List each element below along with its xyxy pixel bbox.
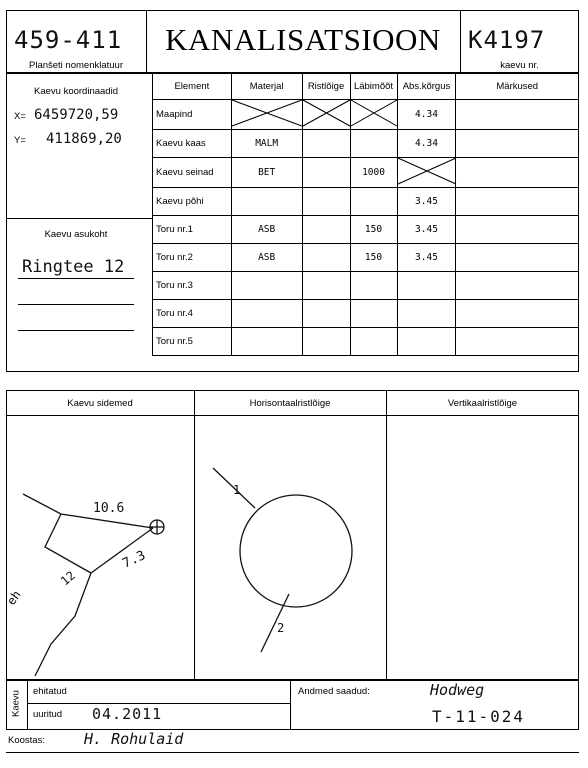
coords-label: Kaevu koordinaadid — [34, 86, 118, 97]
row-element: Toru nr.1 — [153, 216, 232, 244]
row-notes — [456, 100, 579, 130]
author-value: H. Rohulaid — [84, 730, 184, 748]
crossed-cell — [302, 100, 350, 130]
row-notes — [456, 244, 579, 272]
table-header-row — [153, 74, 579, 100]
col-header-crosssection: Ristlõige — [302, 74, 350, 100]
col-header-material: Materjal — [231, 74, 302, 100]
row-material — [231, 188, 302, 216]
row-material — [231, 328, 302, 356]
col-header-elevation: Abs.kõrgus — [397, 74, 456, 100]
x-value: 6459720,59 — [34, 107, 119, 123]
data-source-code: T-11-024 — [432, 707, 526, 726]
well-number-label: kaevu nr. — [500, 60, 539, 71]
nomenclature-value: 459-411 — [14, 26, 123, 54]
row-crosssection — [302, 244, 350, 272]
row-elevation — [397, 272, 456, 300]
vertical-section-label: Vertikaalristlõige — [447, 398, 518, 409]
row-element: Kaevu põhi — [153, 188, 232, 216]
built-label: ehitatud — [33, 686, 67, 697]
data-source-value: Hodweg — [430, 681, 485, 699]
row-notes — [456, 328, 579, 356]
sketch-divider — [386, 390, 387, 680]
table-row — [153, 158, 579, 188]
crossed-cell — [397, 158, 456, 188]
distance-label: 7.3 — [120, 548, 148, 572]
row-diameter: 1000 — [350, 158, 397, 188]
row-elevation: 3.45 — [397, 188, 456, 216]
col-header-notes: Märkused — [456, 74, 579, 100]
row-material: ASB — [231, 244, 302, 272]
row-element: Toru nr.4 — [153, 300, 232, 328]
row-element: Kaevu seinad — [153, 158, 232, 188]
section-divider — [6, 218, 152, 219]
links-sketch — [3, 416, 193, 679]
well-elements-table — [152, 73, 579, 356]
table-row — [153, 130, 579, 158]
row-crosssection — [302, 272, 350, 300]
crossed-cell — [350, 100, 397, 130]
row-crosssection — [302, 188, 350, 216]
row-notes — [456, 300, 579, 328]
table-row — [153, 188, 579, 216]
pipe-label: 2 — [277, 621, 285, 635]
row-diameter: 150 — [350, 244, 397, 272]
x-label: X= — [14, 111, 26, 122]
row-element: Toru nr.2 — [153, 244, 232, 272]
footer-divider — [290, 680, 291, 730]
row-notes — [456, 188, 579, 216]
side-label: Kaevu — [10, 690, 22, 717]
col-header-diameter: Läbimõõt — [350, 74, 397, 100]
row-diameter — [350, 300, 397, 328]
footer-divider — [27, 680, 28, 730]
row-diameter — [350, 328, 397, 356]
horizontal-section-label: Horisontaalristlõige — [249, 398, 331, 409]
footer-divider — [27, 703, 290, 704]
table-row — [153, 216, 579, 244]
table-row — [153, 328, 579, 356]
y-label: Y= — [14, 135, 26, 146]
row-element: Maapind — [153, 100, 232, 130]
row-crosssection — [302, 158, 350, 188]
location-value: Ringtee 12 — [22, 257, 125, 277]
row-crosssection — [302, 328, 350, 356]
row-elevation: 3.45 — [397, 244, 456, 272]
row-diameter — [350, 130, 397, 158]
row-material: BET — [231, 158, 302, 188]
table-row — [153, 300, 579, 328]
row-element: Toru nr.5 — [153, 328, 232, 356]
crossed-cell — [231, 100, 302, 130]
row-elevation — [397, 328, 456, 356]
row-diameter — [350, 272, 397, 300]
row-elevation: 3.45 — [397, 216, 456, 244]
location-label: Kaevu asukoht — [44, 229, 108, 240]
row-crosssection — [302, 300, 350, 328]
distance-label: 12 — [57, 568, 79, 589]
data-source-label: Andmed saadud: — [298, 686, 370, 697]
row-elevation: 4.34 — [397, 100, 456, 130]
row-material — [231, 272, 302, 300]
renovated-value: 04.2011 — [92, 705, 163, 723]
pipe-label: 1 — [233, 483, 241, 497]
row-notes — [456, 216, 579, 244]
row-material: ASB — [231, 216, 302, 244]
footer-bottom-line — [6, 752, 579, 753]
row-material: MALM — [231, 130, 302, 158]
col-header-element: Element — [153, 74, 232, 100]
table-row — [153, 100, 579, 130]
row-diameter: 150 — [350, 216, 397, 244]
form-title: KANALISATSIOON — [165, 22, 441, 57]
table-row — [153, 244, 579, 272]
row-element: Kaevu kaas — [153, 130, 232, 158]
y-value: 411869,20 — [46, 131, 122, 147]
renovated-label: uuritud — [33, 709, 63, 720]
row-crosssection — [302, 130, 350, 158]
row-notes — [456, 158, 579, 188]
distance-label: 10.6 — [93, 501, 125, 516]
row-element: Toru nr.3 — [153, 272, 232, 300]
row-material — [231, 300, 302, 328]
row-diameter — [350, 188, 397, 216]
row-elevation: 4.34 — [397, 130, 456, 158]
row-notes — [456, 130, 579, 158]
nomenclature-label: Planšeti nomenklatuur — [29, 60, 123, 71]
well-number-value: K4197 — [468, 26, 546, 54]
writing-line — [18, 304, 134, 305]
horizontal-section-sketch — [195, 416, 385, 679]
writing-line — [18, 330, 134, 331]
writing-line — [18, 278, 134, 279]
links-label: Kaevu sidemed — [67, 398, 133, 409]
row-notes — [456, 272, 579, 300]
author-label: Koostas: — [8, 735, 45, 746]
row-crosssection — [302, 216, 350, 244]
distance-label: eh — [3, 587, 24, 608]
table-row — [153, 272, 579, 300]
row-elevation — [397, 300, 456, 328]
